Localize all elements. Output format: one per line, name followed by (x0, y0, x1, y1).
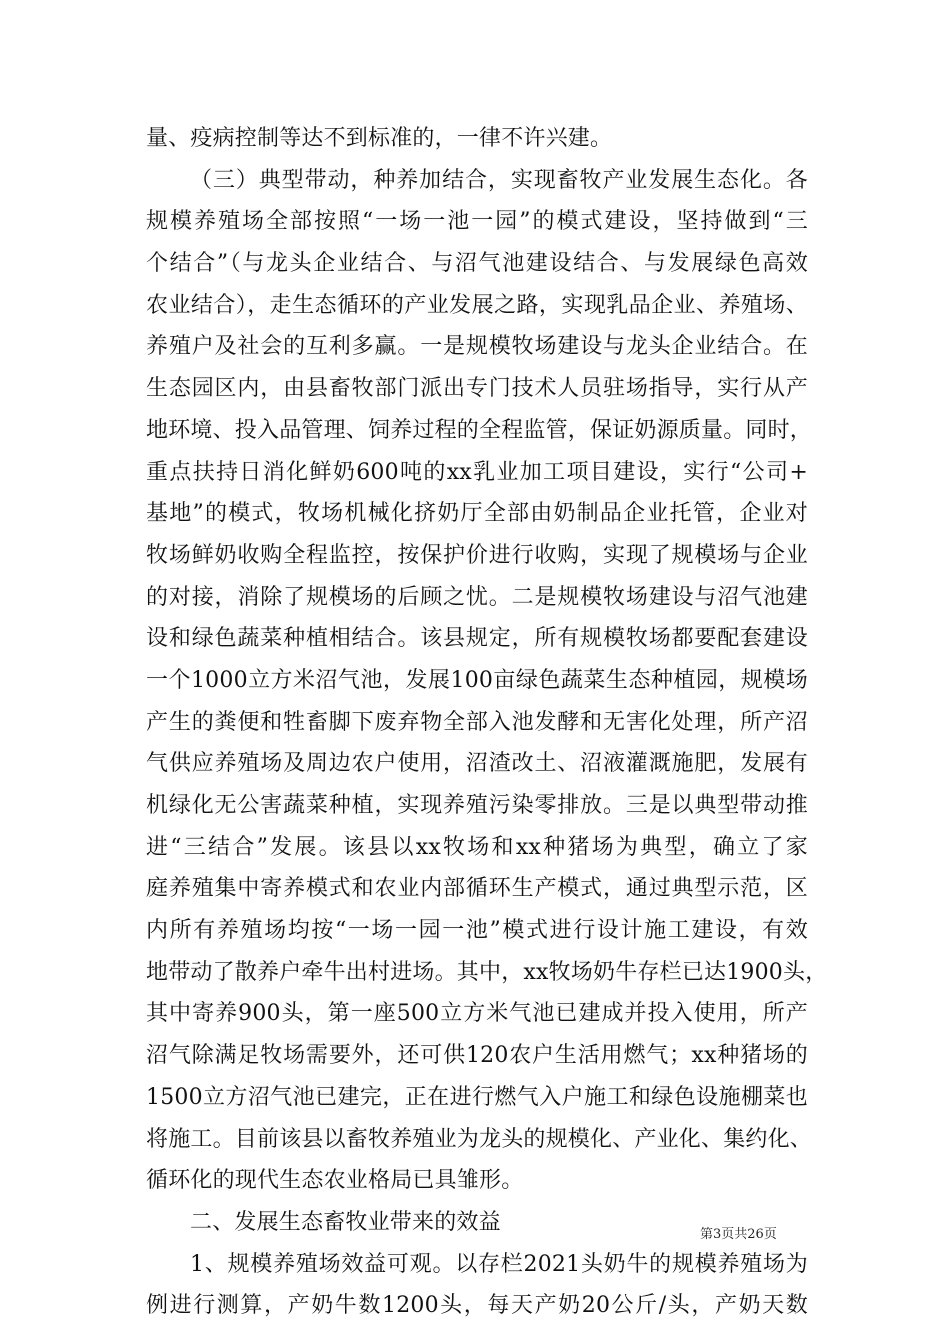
text-line: 量、疫病控制等达不到标准的，一律不许兴建。 (146, 126, 613, 151)
text-line: 进“三结合”发展。该县以xx牧场和xx种猪场为典型，确立了家 (146, 834, 808, 860)
text-line: 地环境、投入品管理、饲养过程的全程监管，保证奶源质量。同时， (146, 417, 813, 443)
text-line: 内所有养殖场均按“一场一园一池”模式进行设计施工建设，有效 (146, 918, 808, 944)
text-line: 产生的粪便和牲畜脚下废弃物全部入池发酵和无害化处理，所产沼 (146, 709, 808, 735)
text-line: 1、规模养殖场效益可观。以存栏2021头奶牛的规模养殖场为 (190, 1251, 808, 1277)
text-line: 基地”的模式，牧场机械化挤奶厅全部由奶制品企业托管，企业对 (146, 501, 808, 527)
text-line: 生态园区内，由县畜牧部门派出专门技术人员驻场指导，实行从产 (146, 376, 808, 402)
text-line: 养殖户及社会的互利多赢。一是规模牧场建设与龙头企业结合。在 (146, 334, 808, 360)
text-line: 机绿化无公害蔬菜种植，实现养殖污染零排放。三是以典型带动推 (146, 793, 808, 818)
text-line: 重点扶持日消化鲜奶600吨的xx乳业加工项目建设，实行“公司+ (146, 459, 808, 485)
text-line: 设和绿色蔬菜种植相结合。该县规定，所有规模牧场都要配套建设 (146, 626, 808, 652)
text-line: 规模养殖场全部按照“一场一池一园”的模式建设，坚持做到“三 (146, 209, 808, 235)
text-line: 其中寄养900头，第一座500立方米气池已建成并投入使用，所产 (146, 1001, 808, 1027)
text-line: 的对接，消除了规模场的后顾之忧。二是规模牧场建设与沼气池建 (146, 584, 808, 610)
text-line: （三）典型带动，种养加结合，实现畜牧产业发展生态化。各 (190, 167, 808, 193)
section-heading: 二、发展生态畜牧业带来的效益 (190, 1209, 501, 1235)
text-line: 地带动了散养户牵牛出村进场。其中，xx牧场奶牛存栏已达1900头， (146, 959, 828, 985)
text-line: 例进行测算，产奶牛数1200头，每天产奶20公斤/头，产奶天数 (146, 1293, 808, 1319)
text-line: 一个1000立方米沼气池，发展100亩绿色蔬菜生态种植园，规模场 (146, 667, 808, 693)
text-line: 沼气除满足牧场需要外，还可供120农户生活用燃气；xx种猪场的 (146, 1043, 808, 1069)
text-line: 气供应养殖场及周边农户使用，沼渣改土、沼液灌溉施肥，发展有 (146, 751, 808, 777)
text-line: 庭养殖集中寄养模式和农业内部循环生产模式，通过典型示范，区 (146, 876, 808, 902)
body-text (146, 118, 828, 1327)
text-line: 循环化的现代生态农业格局已具雏形。 (146, 1168, 524, 1194)
text-line: 将施工。目前该县以畜牧养殖业为龙头的规模化、产业化、集约化、 (146, 1126, 813, 1152)
text-line: 个结合”（与龙头企业结合、与沼气池建设结合、与发展绿色高效 (146, 251, 808, 277)
page-number-footer: 第3页共26页 (700, 1227, 777, 1242)
text-line: 农业结合），走生态循环的产业发展之路，实现乳品企业、养殖场、 (146, 292, 808, 318)
text-line: 1500立方沼气池已建完，正在进行燃气入户施工和绿色设施棚菜也 (146, 1084, 808, 1110)
text-line: 牧场鲜奶收购全程监控，按保护价进行收购，实现了规模场与企业 (146, 542, 808, 568)
